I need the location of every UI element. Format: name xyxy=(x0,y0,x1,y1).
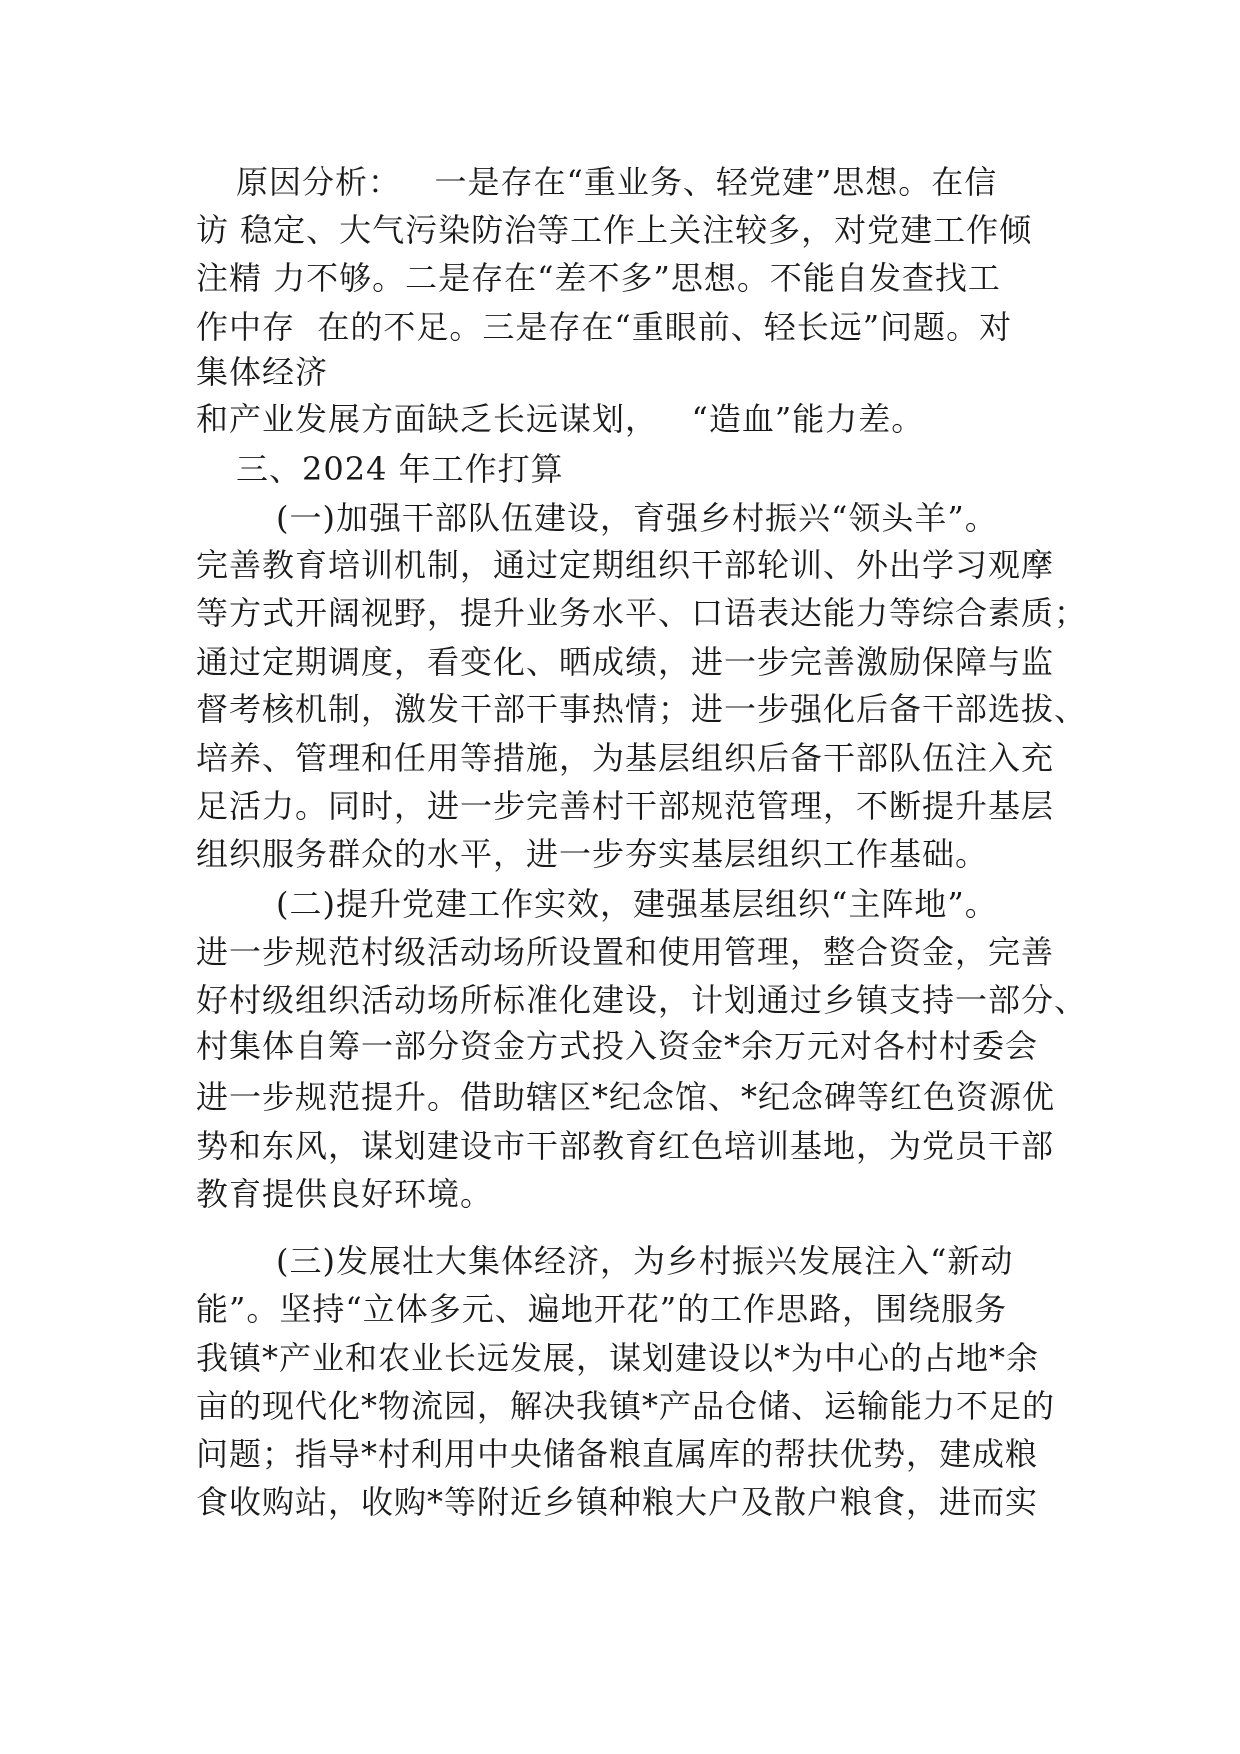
item2-line: 村集体自筹一部分资金方式投入资金*余万元对各村村委会 xyxy=(196,1027,1039,1065)
analysis-line: 作中存 在的不足。三是存在“重眼前、轻长远”问题。对 xyxy=(196,308,1013,346)
item2-heading: (二)提升党建工作实效，建强基层组织“主阵地”。 xyxy=(276,885,998,923)
item1-heading: (一)加强干部队伍建设，育强乡村振兴“领头羊”。 xyxy=(276,499,998,537)
item2-line: 好村级组织活动场所标准化建设，计划通过乡镇支持一部分、 xyxy=(196,981,1088,1019)
item2-line: 教育提供良好环境。 xyxy=(196,1175,494,1213)
item1-line: 足活力。同时，进一步完善村干部规范管理，不断提升基层 xyxy=(196,787,1055,825)
item2-line: 进一步规范村级活动场所设置和使用管理，整合资金，完善 xyxy=(196,933,1055,971)
item2-line: 进一步规范提升。借助辖区*纪念馆、*纪念碑等红色资源优 xyxy=(196,1078,1056,1116)
item3-line: 问题；指导*村利用中央储备粮直属库的帮扶优势，建成粮 xyxy=(196,1435,1039,1473)
item1-line: 通过定期调度，看变化、晒成绩，进一步完善激励保障与监 xyxy=(196,643,1055,681)
analysis-line: 和产业发展方面缺乏长远谋划， “造血”能力差。 xyxy=(196,400,925,438)
item3-line: 能”。坚持“立体多元、遍地开花”的工作思路，围绕服务 xyxy=(196,1290,1008,1328)
analysis-line: 原因分析： 一是存在“重业务、轻党建”思想。在信 xyxy=(236,163,998,201)
item3-heading: (三)发展壮大集体经济，为乡村振兴发展注入“新动 xyxy=(276,1242,1014,1280)
analysis-line: 集体经济 xyxy=(196,353,329,391)
item1-line: 完善教育培训机制，通过定期组织干部轮训、外出学习观摩 xyxy=(196,546,1055,584)
item1-line: 组织服务群众的水平，进一步夯实基层组织工作基础。 xyxy=(196,835,989,873)
item2-line: 势和东风，谋划建设市干部教育红色培训基地，为党员干部 xyxy=(196,1127,1055,1165)
item3-line: 我镇*产业和农业长远发展，谋划建设以*为中心的占地*余 xyxy=(196,1339,1040,1377)
item1-line: 培养、管理和任用等措施，为基层组织后备干部队伍注入充 xyxy=(196,739,1055,777)
analysis-line: 注精 力不够。二是存在“差不多”思想。不能自发查找工 xyxy=(196,259,1001,297)
analysis-line: 访 稳定、大气污染防治等工作上关注较多，对党建工作倾 xyxy=(196,211,1033,249)
item3-line: 亩的现代化*物流园，解决我镇*产品仓储、运输能力不足的 xyxy=(196,1387,1056,1425)
item1-line: 督考核机制，激发干部干事热情；进一步强化后备干部选拔、 xyxy=(196,690,1088,728)
section-heading: 三、2024 年工作打算 xyxy=(236,450,564,488)
item1-line: 等方式开阔视野，提升业务水平、口语表达能力等综合素质； xyxy=(196,594,1088,632)
item3-line: 食收购站，收购*等附近乡镇种粮大户及散户粮食，进而实 xyxy=(196,1483,1039,1521)
